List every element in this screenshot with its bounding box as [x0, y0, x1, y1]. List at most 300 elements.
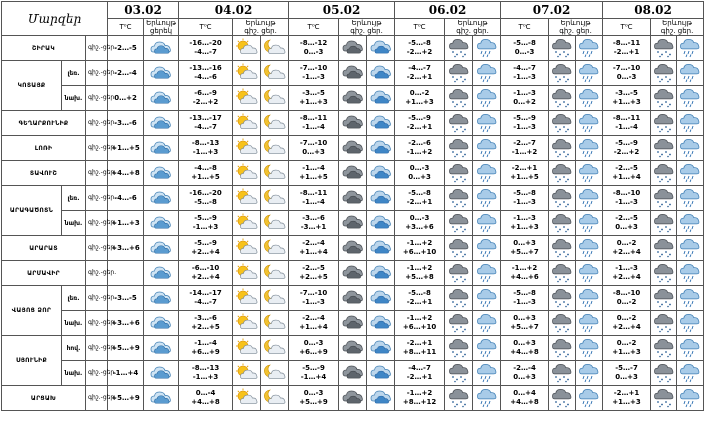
snow-icon: [445, 136, 473, 161]
cloudy-icon: [144, 36, 179, 61]
temperature-cell: -3…-6: [108, 111, 144, 136]
temperature-cell: 0…-3 +5…+9: [289, 386, 339, 411]
overcast-icon: [367, 261, 395, 286]
sun-cloud-icon: [233, 211, 261, 236]
date-header: 07.02: [501, 2, 603, 19]
overcast-icon: [367, 311, 395, 336]
overcast-icon: [367, 211, 395, 236]
temperature-cell: -3…-5: [108, 286, 144, 311]
rain-icon: [473, 336, 501, 361]
temperature-cell: -1…-4 +6…+9: [179, 336, 233, 361]
moon-cloud-icon: [261, 61, 289, 86]
temperature-cell: -1…+2 +8…+12: [395, 386, 445, 411]
temperature-cell: +3…+6: [108, 236, 144, 261]
night-day-label: գիշ.-ցեր.: [86, 386, 108, 411]
temperature-cell: -5…-8 -1…-3: [501, 286, 549, 311]
dark-cloud-icon: [339, 286, 367, 311]
snow-icon: [549, 61, 576, 86]
overcast-icon: [367, 286, 395, 311]
moon-cloud-icon: [261, 36, 289, 61]
cloudy-icon: [144, 386, 179, 411]
region-name: ԿՈՏԱՅՔ: [2, 61, 62, 111]
rain-icon: [677, 311, 704, 336]
snow-icon: [549, 36, 576, 61]
zone-label: նախ.: [62, 311, 86, 336]
rain-icon: [677, 286, 704, 311]
temperature-cell: -2…+1 +8…+11: [395, 336, 445, 361]
dark-cloud-icon: [339, 186, 367, 211]
temp-header: T⁰C: [289, 19, 339, 36]
temperature-cell: -2…+1 +1…+3: [603, 386, 651, 411]
temperature-cell: +5…+9: [108, 336, 144, 361]
region-name: ԱՐՑԱԽ: [2, 386, 86, 411]
rain-icon: [677, 386, 704, 411]
rain-icon: [576, 111, 603, 136]
snow-icon: [651, 86, 677, 111]
cloudy-icon: [144, 61, 179, 86]
dark-cloud-icon: [339, 86, 367, 111]
snow-icon: [549, 136, 576, 161]
temperature-cell: 0…-3 0…+3: [395, 161, 445, 186]
night-day-label: գիշ.-ցեր.: [86, 111, 108, 136]
rain-icon: [576, 86, 603, 111]
moon-cloud-icon: [261, 311, 289, 336]
region-name: ՏԱՎՈՒՇ: [2, 161, 86, 186]
sun-cloud-icon: [233, 236, 261, 261]
rain-icon: [576, 61, 603, 86]
phenomenon-header: Երևույթ գիշ. ցեր.: [339, 19, 395, 36]
zone-label: նախ.: [62, 361, 86, 386]
temperature-cell: -5…-8 -2…+2: [395, 36, 445, 61]
snow-icon: [445, 111, 473, 136]
moon-cloud-icon: [261, 286, 289, 311]
rain-icon: [677, 86, 704, 111]
table-row: [2, 186, 704, 211]
snow-icon: [549, 111, 576, 136]
night-day-label: գիշ.-ցեր.: [86, 361, 108, 386]
temperature-cell: -3…-5 +1…+3: [603, 86, 651, 111]
rain-icon: [473, 36, 501, 61]
temperature-cell: -1…-4 +1…+5: [289, 161, 339, 186]
temperature-cell: -8…-13 -1…+3: [179, 136, 233, 161]
dark-cloud-icon: [339, 61, 367, 86]
temperature-cell: -2…-4: [108, 61, 144, 86]
sun-cloud-icon: [233, 336, 261, 361]
rain-icon: [576, 136, 603, 161]
temperature-cell: 0…-2 +1…+3: [395, 86, 445, 111]
snow-icon: [651, 61, 677, 86]
temperature-cell: 0…-2 +2…+4: [603, 236, 651, 261]
snow-icon: [445, 261, 473, 286]
rain-icon: [473, 86, 501, 111]
moon-cloud-icon: [261, 186, 289, 211]
snow-icon: [445, 186, 473, 211]
temperature-cell: -8…-10 -1…-3: [603, 186, 651, 211]
temperature-cell: -7…-10 -1…-3: [289, 61, 339, 86]
temperature-cell: -8…-12 0…-3: [289, 36, 339, 61]
rain-icon: [473, 286, 501, 311]
snow-icon: [549, 361, 576, 386]
moon-cloud-icon: [261, 361, 289, 386]
overcast-icon: [367, 361, 395, 386]
rain-icon: [677, 61, 704, 86]
snow-icon: [651, 361, 677, 386]
phenomenon-header: Երևույթ ցերեկ: [144, 19, 179, 36]
temperature-cell: -14…-17 -4…-7: [179, 286, 233, 311]
temperature-cell: -8…-11 -1…-4: [289, 111, 339, 136]
sun-cloud-icon: [233, 61, 261, 86]
sun-cloud-icon: [233, 361, 261, 386]
snow-icon: [549, 286, 576, 311]
snow-icon: [445, 236, 473, 261]
dark-cloud-icon: [339, 386, 367, 411]
rain-icon: [473, 361, 501, 386]
rain-icon: [677, 136, 704, 161]
temperature-cell: +5…+9: [108, 386, 144, 411]
snow-icon: [445, 361, 473, 386]
snow-icon: [651, 236, 677, 261]
temperature-cell: -1…+2 +6…+10: [395, 236, 445, 261]
snow-icon: [651, 336, 677, 361]
temperature-cell: -5…-9 -2…+2: [603, 136, 651, 161]
temperature-cell: -8…-10 0…-2: [603, 286, 651, 311]
temperature-cell: -1…-3 +2…+4: [603, 261, 651, 286]
temperature-cell: +4…+8: [108, 161, 144, 186]
sun-cloud-icon: [233, 311, 261, 336]
rain-icon: [473, 111, 501, 136]
rain-icon: [677, 236, 704, 261]
rain-icon: [677, 211, 704, 236]
zone-label: լեռ.: [62, 286, 86, 311]
temperature-cell: 0…-4 +4…+8: [179, 386, 233, 411]
temperature-cell: -4…-8 +1…+5: [179, 161, 233, 186]
cloudy-icon: [144, 136, 179, 161]
temperature-cell: -6…-10 +2…+4: [179, 261, 233, 286]
temperature-cell: -2…-6 -1…+2: [395, 136, 445, 161]
snow-icon: [651, 286, 677, 311]
cloudy-icon: [144, 286, 179, 311]
table-row: [2, 361, 704, 386]
dark-cloud-icon: [339, 236, 367, 261]
sun-cloud-icon: [233, 36, 261, 61]
moon-cloud-icon: [261, 336, 289, 361]
snow-icon: [445, 61, 473, 86]
snow-icon: [549, 261, 576, 286]
overcast-icon: [367, 336, 395, 361]
snow-icon: [651, 136, 677, 161]
rain-icon: [677, 336, 704, 361]
night-day-label: գիշ.-ցեր.: [86, 36, 108, 61]
date-header: 06.02: [395, 2, 501, 19]
temperature-cell: -5…-8 -1…-3: [501, 186, 549, 211]
rain-icon: [576, 186, 603, 211]
temperature-cell: 0…-2 +1…+3: [603, 336, 651, 361]
temperature-cell: -4…-7 -1…-3: [501, 61, 549, 86]
rain-icon: [677, 111, 704, 136]
rain-icon: [473, 136, 501, 161]
snow-icon: [549, 86, 576, 111]
snow-icon: [651, 261, 677, 286]
sun-cloud-icon: [233, 386, 261, 411]
table-row: [2, 211, 704, 236]
temperature-cell: 0…-3 +3…+6: [395, 211, 445, 236]
snow-icon: [549, 186, 576, 211]
temp-header: T⁰C: [395, 19, 445, 36]
sun-cloud-icon: [233, 286, 261, 311]
region-name: ՎԱՅՈՑ ՁՈՐ: [2, 286, 62, 336]
temperature-cell: -5…-9 -1…+4: [289, 361, 339, 386]
table-row: [2, 261, 704, 286]
temperature-cell: -8…-13 -1…+3: [179, 361, 233, 386]
table-row: [2, 386, 704, 411]
moon-cloud-icon: [261, 161, 289, 186]
night-day-label: գիշ.-ցեր.: [86, 86, 108, 111]
moon-cloud-icon: [261, 111, 289, 136]
rain-icon: [473, 186, 501, 211]
snow-icon: [445, 286, 473, 311]
phenomenon-header: Երևույթ գիշ. ցեր.: [233, 19, 289, 36]
rain-icon: [677, 261, 704, 286]
rain-icon: [576, 261, 603, 286]
moon-cloud-icon: [261, 261, 289, 286]
temperature-cell: -5…-9 +2…+4: [179, 236, 233, 261]
temperature-cell: -2…-5 +2…+5: [289, 261, 339, 286]
dark-cloud-icon: [339, 111, 367, 136]
overcast-icon: [367, 136, 395, 161]
temperature-cell: -1…+2 +5…+8: [395, 261, 445, 286]
temperature-cell: -8…-11 -1…-4: [603, 111, 651, 136]
temperature-cell: -2…-5 +1…+4: [603, 161, 651, 186]
temperature-cell: -2…-7 -1…+2: [501, 136, 549, 161]
date-header: 05.02: [289, 2, 395, 19]
temperature-cell: -16…-20 -4…-7: [179, 36, 233, 61]
cloudy-icon: [144, 161, 179, 186]
temperature-cell: 0…-3 +6…+9: [289, 336, 339, 361]
temperature-cell: +1…+5: [108, 136, 144, 161]
snow-icon: [445, 211, 473, 236]
rain-icon: [576, 161, 603, 186]
rain-icon: [677, 186, 704, 211]
temperature-cell: 0…+2: [108, 86, 144, 111]
temperature-cell: -5…-7 0…+3: [603, 361, 651, 386]
cloudy-icon: [144, 261, 179, 286]
dark-cloud-icon: [339, 311, 367, 336]
overcast-icon: [367, 86, 395, 111]
temperature-cell: 0…+4 +4…+8: [501, 386, 549, 411]
table-row: [2, 286, 704, 311]
temperature-cell: -3…-6 -3…+1: [289, 211, 339, 236]
snow-icon: [651, 36, 677, 61]
temperature-cell: -6…-9 -2…+2: [179, 86, 233, 111]
phenomenon-header: Երևույթ գիշ. ցեր.: [445, 19, 501, 36]
night-day-label: գիշ.-ցեր.: [86, 136, 108, 161]
rain-icon: [473, 311, 501, 336]
sun-cloud-icon: [233, 261, 261, 286]
rain-icon: [576, 336, 603, 361]
temperature-cell: -3…-5 +1…+3: [289, 86, 339, 111]
temperature-cell: -5…-8 -2…+1: [395, 286, 445, 311]
night-day-label: գիշ.-ցեր.: [86, 286, 108, 311]
night-day-label: գիշ.-ցեր.: [86, 336, 108, 361]
temperature-cell: 0…+3 +5…+7: [501, 311, 549, 336]
snow-icon: [549, 236, 576, 261]
temperature-cell: -5…-8 0…-3: [501, 36, 549, 61]
night-day-label: գիշ.-ցեր.: [86, 236, 108, 261]
overcast-icon: [367, 161, 395, 186]
temp-header: T⁰C: [179, 19, 233, 36]
sun-cloud-icon: [233, 111, 261, 136]
dark-cloud-icon: [339, 336, 367, 361]
temperature-cell: -5…-8 -2…+1: [395, 186, 445, 211]
region-name: ԱՐՄԱՎԻՐ: [2, 261, 86, 286]
temperature-cell: -3…-6 +2…+5: [179, 311, 233, 336]
cloudy-icon: [144, 311, 179, 336]
table-row: [2, 161, 704, 186]
rain-icon: [677, 36, 704, 61]
overcast-icon: [367, 236, 395, 261]
temperature-cell: -1…+4: [108, 361, 144, 386]
temperature-cell: -8…-11 -2…+1: [603, 36, 651, 61]
rain-icon: [576, 36, 603, 61]
snow-icon: [445, 311, 473, 336]
temperature-cell: -1…-3 +1…+3: [501, 211, 549, 236]
temperature-cell: -7…-10 0…+3: [289, 136, 339, 161]
temp-header: T⁰C: [108, 19, 144, 36]
rain-icon: [576, 311, 603, 336]
moon-cloud-icon: [261, 211, 289, 236]
temperature-cell: -2…-4 +1…+4: [289, 236, 339, 261]
cloudy-icon: [144, 361, 179, 386]
moon-cloud-icon: [261, 236, 289, 261]
table-row: [2, 136, 704, 161]
snow-icon: [651, 161, 677, 186]
temp-header: T⁰C: [501, 19, 549, 36]
temperature-cell: -2…-4 +1…+4: [289, 311, 339, 336]
overcast-icon: [367, 61, 395, 86]
snow-icon: [549, 336, 576, 361]
zone-label: հով.: [62, 336, 86, 361]
table-row: [2, 311, 704, 336]
rain-icon: [473, 261, 501, 286]
temperature-cell: -4…-7 -2…+1: [395, 361, 445, 386]
snow-icon: [445, 36, 473, 61]
temperature-cell: -1…+2 +6…+10: [395, 311, 445, 336]
region-name: ՇԻՐԱԿ: [2, 36, 86, 61]
rain-icon: [576, 211, 603, 236]
sun-cloud-icon: [233, 86, 261, 111]
rain-icon: [576, 286, 603, 311]
corner-label: Մարզեր: [2, 2, 108, 36]
temperature-cell: -2…-5: [108, 36, 144, 61]
dark-cloud-icon: [339, 361, 367, 386]
temperature-cell: -5…-9 -2…+1: [395, 111, 445, 136]
overcast-icon: [367, 386, 395, 411]
zone-label: լեռ.: [62, 61, 86, 86]
temperature-cell: -1…+2 +4…+6: [501, 261, 549, 286]
temperature-cell: -13…-16 -4…-6: [179, 61, 233, 86]
table-row: [2, 36, 704, 61]
temperature-cell: -8…-11 -1…-4: [289, 186, 339, 211]
temperature-cell: -4…-7 -2…+1: [395, 61, 445, 86]
snow-icon: [445, 336, 473, 361]
cloudy-icon: [144, 336, 179, 361]
rain-icon: [576, 236, 603, 261]
snow-icon: [651, 111, 677, 136]
dark-cloud-icon: [339, 161, 367, 186]
temperature-cell: -5…-9 -1…+3: [179, 211, 233, 236]
snow-icon: [651, 386, 677, 411]
temperature-cell: -2…+1 +1…+5: [501, 161, 549, 186]
cloudy-icon: [144, 111, 179, 136]
zone-label: լեռ.: [62, 186, 86, 211]
sun-cloud-icon: [233, 186, 261, 211]
night-day-label: գիշ.-ցեր.: [86, 211, 108, 236]
region-name: ԱՐԱՐԱՏ: [2, 236, 86, 261]
rain-icon: [473, 61, 501, 86]
dark-cloud-icon: [339, 211, 367, 236]
overcast-icon: [367, 36, 395, 61]
night-day-label: գիշ.-ցեր.: [86, 161, 108, 186]
region-name: ԳԵՂԱՐՔՈՒՆԻՔ: [2, 111, 86, 136]
temperature-cell: 0…+3 +4…+8: [501, 336, 549, 361]
rain-icon: [473, 211, 501, 236]
rain-icon: [473, 161, 501, 186]
snow-icon: [445, 86, 473, 111]
dark-cloud-icon: [339, 136, 367, 161]
moon-cloud-icon: [261, 386, 289, 411]
temp-header: T⁰C: [603, 19, 651, 36]
night-day-label: գիշ.-ցեր.: [86, 186, 108, 211]
temperature-cell: +3…+6: [108, 311, 144, 336]
phenomenon-header: Երևույթ գիշ. ցեր.: [651, 19, 704, 36]
forecast-table: [1, 1, 704, 411]
snow-icon: [651, 311, 677, 336]
region-name: ԱՐԱԳԱԾՈՏՆ: [2, 186, 62, 236]
date-header: 04.02: [179, 2, 289, 19]
night-day-label: գիշ.-ցեր.: [86, 311, 108, 336]
sun-cloud-icon: [233, 136, 261, 161]
zone-label: նախ.: [62, 211, 86, 236]
snow-icon: [549, 386, 576, 411]
overcast-icon: [367, 111, 395, 136]
snow-icon: [549, 311, 576, 336]
snow-icon: [445, 386, 473, 411]
dark-cloud-icon: [339, 36, 367, 61]
cloudy-icon: [144, 186, 179, 211]
moon-cloud-icon: [261, 86, 289, 111]
overcast-icon: [367, 186, 395, 211]
temperature-cell: -7…-10 0…-3: [603, 61, 651, 86]
sun-cloud-icon: [233, 161, 261, 186]
temperature-cell: +1…+3: [108, 211, 144, 236]
rain-icon: [677, 361, 704, 386]
night-day-label: գիշ.-ցեր.: [86, 261, 108, 286]
temperature-cell: -5…-9 -1…-3: [501, 111, 549, 136]
date-header: 08.02: [603, 2, 704, 19]
table-row: [2, 86, 704, 111]
dark-cloud-icon: [339, 261, 367, 286]
region-name: ՍՅՈՒՆԻՔ: [2, 336, 62, 386]
rain-icon: [473, 236, 501, 261]
phenomenon-header: Երևույթ գիշ. ցեր.: [549, 19, 603, 36]
temperature-cell: -7…-10 -1…-3: [289, 286, 339, 311]
snow-icon: [549, 161, 576, 186]
region-name: ԼՈՌԻ: [2, 136, 86, 161]
rain-icon: [576, 361, 603, 386]
snow-icon: [549, 211, 576, 236]
table-row: [2, 61, 704, 86]
temperature-cell: -2…-4 0…+3: [501, 361, 549, 386]
